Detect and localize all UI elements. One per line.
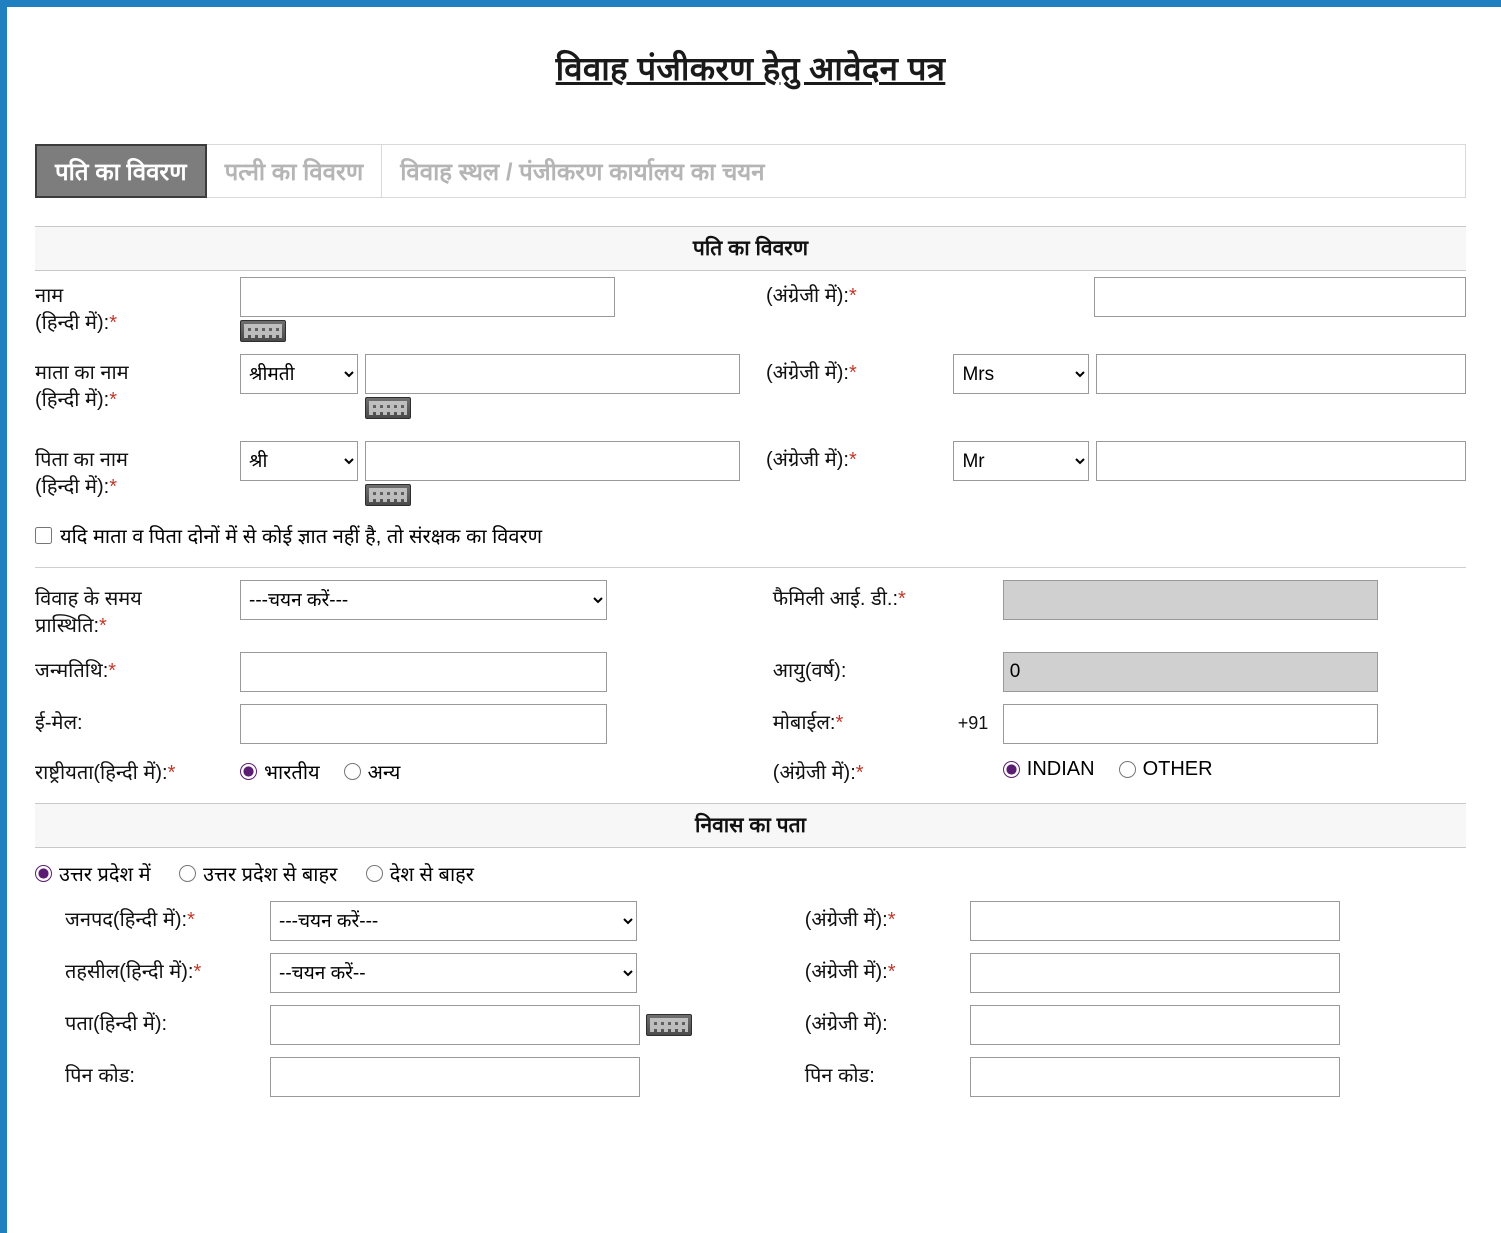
label-address-english: (अंग्रेजी में): [804, 1013, 888, 1035]
section-heading-husband: पति का विवरण [35, 226, 1466, 271]
mobile-input[interactable] [1003, 704, 1378, 744]
left-accent-bar [0, 0, 7, 1233]
mother-prefix-hindi-select[interactable] [240, 354, 358, 394]
district-hindi-select[interactable] [270, 901, 637, 941]
district-english-input[interactable] [970, 901, 1340, 941]
label-pincode-hindi: पिन कोड: [65, 1065, 135, 1087]
address-form [35, 860, 1466, 1097]
label-mother-name-english: (अंग्रेजी में):* [766, 362, 857, 384]
name-hindi-input[interactable] [240, 277, 615, 317]
label-district-hindi: जनपद(हिन्दी में):* [65, 909, 195, 931]
nationality-hindi-indian-option[interactable]: भारतीय [240, 758, 320, 785]
name-english-input[interactable] [1094, 277, 1466, 317]
address-english-input[interactable] [970, 1005, 1340, 1045]
address-hindi-input[interactable] [270, 1005, 640, 1045]
keyboard-icon[interactable] [240, 320, 286, 342]
husband-details-form [35, 277, 1466, 787]
father-name-english-input[interactable] [1096, 441, 1466, 481]
page-title: विवाह पंजीकरण हेतु आवेदन पत्र [555, 50, 946, 87]
keyboard-icon[interactable] [646, 1014, 692, 1036]
dob-input[interactable] [240, 652, 607, 692]
application-form-page [7, 7, 1494, 1233]
email-input[interactable] [240, 704, 607, 744]
mother-name-english-input[interactable] [1096, 354, 1466, 394]
label-nationality-hindi: राष्ट्रीयता(हिन्दी में):* [35, 762, 176, 784]
tehsil-hindi-select[interactable] [270, 953, 637, 993]
section-heading-address: निवास का पता [35, 803, 1466, 848]
father-prefix-english-select[interactable] [953, 441, 1088, 481]
nationality-hindi-other-radio[interactable] [344, 763, 361, 780]
family-id-input[interactable] [1003, 580, 1378, 620]
label-marital-status: विवाह के समय प्रास्थिति:* [35, 588, 142, 637]
address-scope-outside-up-radio[interactable] [179, 865, 196, 882]
label-mobile: मोबाईल:* [772, 712, 844, 734]
marital-status-select[interactable] [240, 580, 607, 620]
label-tehsil-english: (अंग्रेजी में):* [804, 961, 896, 983]
mobile-country-code: +91 [957, 713, 989, 733]
address-scope-outside-country-option[interactable]: देश से बाहर [366, 860, 474, 887]
father-name-hindi-input[interactable] [365, 441, 740, 481]
father-prefix-hindi-select[interactable] [240, 441, 358, 481]
nationality-hindi-other-option[interactable]: अन्य [344, 758, 401, 785]
pincode-hindi-input[interactable] [270, 1057, 640, 1097]
label-father-name-english: (अंग्रेजी में):* [766, 449, 857, 471]
nationality-english-indian-radio[interactable] [1003, 761, 1020, 778]
form-tabs [35, 144, 1466, 198]
label-name-english: (अंग्रेजी में):* [766, 285, 857, 307]
keyboard-icon[interactable] [365, 397, 411, 419]
nationality-english-indian-option[interactable]: INDIAN [1003, 758, 1095, 781]
guardian-details-checkbox-input[interactable] [35, 527, 52, 544]
label-mother-name-hindi: माता का नाम (हिन्दी में):* [35, 362, 129, 411]
tab-husband-details[interactable]: पति का विवरण [35, 144, 207, 198]
label-district-english: (अंग्रेजी में):* [804, 909, 896, 931]
top-accent-bar [0, 0, 1501, 7]
address-scope-outside-up-option[interactable]: उत्तर प्रदेश से बाहर [179, 860, 337, 887]
tehsil-english-input[interactable] [970, 953, 1340, 993]
label-name-hindi: नाम (हिन्दी में):* [35, 285, 117, 334]
mother-name-hindi-input[interactable] [365, 354, 740, 394]
label-family-id: फैमिली आई. डी.:* [772, 588, 906, 610]
guardian-details-checkbox[interactable] [35, 522, 542, 549]
nationality-hindi-indian-radio[interactable] [240, 763, 257, 780]
address-scope-in-up-option[interactable]: उत्तर प्रदेश में [35, 860, 151, 887]
tab-wife-details[interactable]: पत्नी का विवरण [207, 145, 383, 197]
keyboard-icon[interactable] [365, 484, 411, 506]
label-email: ई-मेल: [35, 712, 83, 734]
label-dob: जन्मतिथि:* [35, 660, 117, 682]
address-scope-in-up-radio[interactable] [35, 865, 52, 882]
label-tehsil-hindi: तहसील(हिन्दी में):* [65, 961, 202, 983]
label-address-hindi: पता(हिन्दी में): [65, 1013, 168, 1035]
nationality-english-other-option[interactable]: OTHER [1119, 758, 1213, 781]
label-father-name-hindi: पिता का नाम (हिन्दी में):* [35, 449, 129, 498]
label-pincode-english: पिन कोड: [804, 1065, 875, 1087]
guardian-details-label: यदि माता व पिता दोनों में से कोई ज्ञात नहीं है, तो संरक्षक का विवरण [60, 526, 543, 548]
pincode-english-input[interactable] [970, 1057, 1340, 1097]
nationality-english-other-radio[interactable] [1119, 761, 1136, 778]
tab-venue-office-selection[interactable]: विवाह स्थल / पंजीकरण कार्यालय का चयन [382, 145, 782, 197]
mother-prefix-english-select[interactable] [953, 354, 1088, 394]
label-nationality-english: (अंग्रेजी में):* [772, 762, 864, 784]
age-input[interactable] [1003, 652, 1378, 692]
label-age: आयु(वर्ष): [772, 660, 847, 682]
address-scope-outside-country-radio[interactable] [366, 865, 383, 882]
